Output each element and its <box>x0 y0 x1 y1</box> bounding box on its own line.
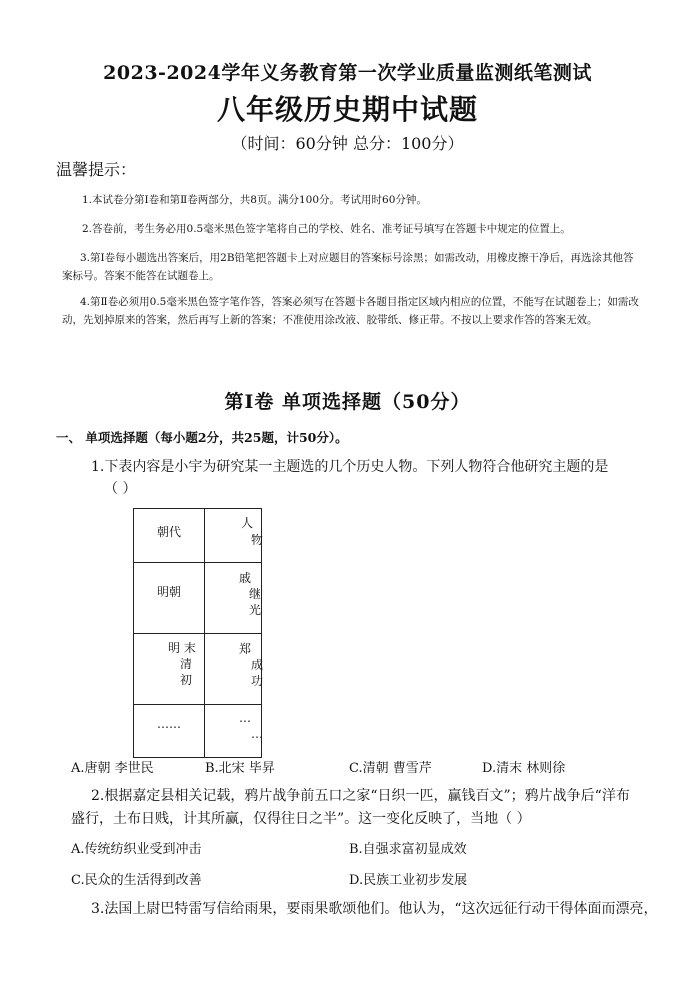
question-1-option-a[interactable]: A.唐朝 李世民 <box>71 761 154 776</box>
question-1-table <box>133 508 262 758</box>
table-cell <box>134 563 205 634</box>
cell-text: 明朝 <box>156 585 181 599</box>
table-cell <box>205 509 262 563</box>
section-title: 第Ⅰ卷 单项选择题（50分） <box>224 391 471 413</box>
page-title: 八年级历史期中试题 <box>216 93 478 126</box>
cell-text: 继 <box>249 587 262 601</box>
tip-item: 1.本试卷分第Ⅰ卷和第Ⅱ卷两部分，共8页。满分100分。考试用时60分钟。 <box>82 194 427 206</box>
question-1-stem: 1.下表内容是小宇为研究某一主题选的几个历史人物。下列人物符合他研究主题的是 <box>91 459 609 475</box>
question-2-option-b[interactable]: B.自强求富初显成效 <box>349 842 467 857</box>
cell-text: 郑 <box>239 642 252 656</box>
question-1-option-b[interactable]: B.北宋 毕昇 <box>205 761 275 776</box>
table-cell <box>134 705 205 758</box>
cell-text: 光 <box>249 603 262 617</box>
exam-time-score: （时间：60分钟 总分：100分） <box>231 134 464 153</box>
part-heading: 一、 单项选择题（每小题2分，共25题，计50分）。 <box>56 430 348 445</box>
table-row <box>134 705 262 758</box>
cell-text: 戚 <box>239 571 252 585</box>
cell-text: 清 <box>180 657 193 671</box>
cell-text: … <box>239 711 251 725</box>
cell-text: 物 <box>251 533 264 547</box>
table-row <box>134 563 262 634</box>
question-1-answer-blank: （ ） <box>104 481 137 497</box>
question-3-stem: 3.法国上尉巴特雷写信给雨果，要雨果歌颂他们。他认为，“这次远征行动干得体面而漂亮， <box>91 901 658 917</box>
question-1-option-d[interactable]: D.清末 林则徐 <box>482 761 566 776</box>
tip-item: 4.第Ⅱ卷必须用0.5毫米黑色签字笔作答，答案必须写在答题卡各题目指定区域内相应的位置，不能写在试题卷上；如需改动，先划掉原来的答案，然后再写上新的答案；不准使用涂改液、胶带纸、修正带。不按以上要求作答的答案无效。 <box>62 296 639 326</box>
table-cell <box>134 634 205 705</box>
tip-item: 2.答卷前，考生务必用0.5毫米黑色签字笔将自己的学校、姓名、准考证号填写在答题卡中规定的位置上。 <box>82 223 571 235</box>
cell-text: 功 <box>251 674 264 688</box>
table-cell <box>205 563 262 634</box>
question-2-option-c[interactable]: C.民众的生活得到改善 <box>71 873 202 888</box>
question-2-stem: 2.根据嘉定县相关记载，鸦片战争前五口之家“日织一匹，赢钱百文”；鸦片战争后“洋布 <box>91 788 630 804</box>
cell-text: 明 末 <box>168 641 196 655</box>
cell-text: 人 <box>241 516 254 530</box>
tips-heading: 温馨提示： <box>56 160 137 179</box>
question-2-option-d[interactable]: D.民族工业初步发展 <box>349 873 468 888</box>
question-1-option-c[interactable]: C.清朝 曹雪芹 <box>349 761 432 776</box>
table-cell <box>134 509 205 563</box>
cell-text: 初 <box>180 673 193 687</box>
question-2-option-a[interactable]: A.传统纺织业受到冲击 <box>71 842 202 857</box>
tip-item: 3.第Ⅰ卷每小题选出答案后，用2B铅笔把答题卡上对应题目的答案标号涂黑；如需改动，用橡皮擦干净后，再选涂其他答案标号。答案不能答在试题卷上。 <box>62 252 634 282</box>
exam-header-line: 2023-2024学年义务教育第一次学业质量监测纸笔测试 <box>103 62 592 84</box>
table-row <box>134 634 262 705</box>
table-row <box>134 509 262 563</box>
cell-text: 成 <box>251 658 264 672</box>
table-cell <box>205 705 262 758</box>
cell-text: …… <box>157 717 181 731</box>
question-2-stem-cont: 盛行，土布日贱，计其所赢，仅得往日之半”。这一变化反映了，当地（ ） <box>71 811 531 827</box>
cell-text: … <box>251 727 263 741</box>
cell-text: 朝代 <box>156 525 181 539</box>
table-cell <box>205 634 262 705</box>
